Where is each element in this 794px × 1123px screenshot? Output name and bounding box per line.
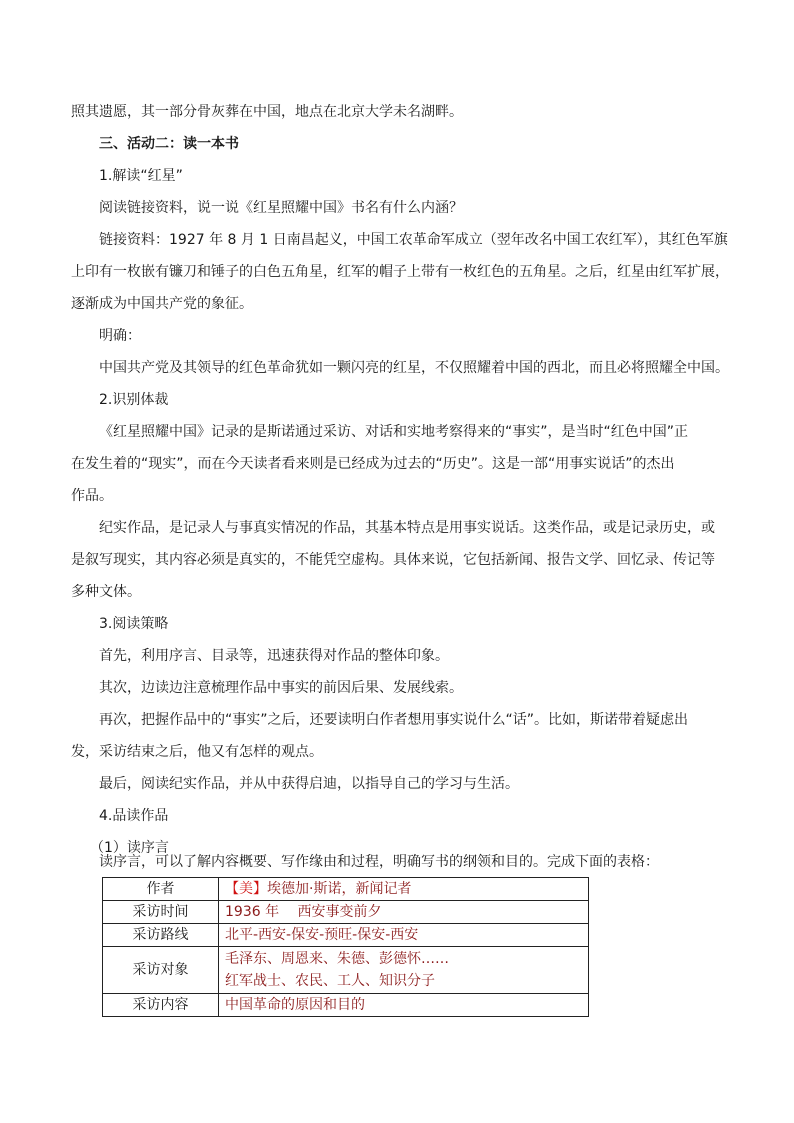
paragraph-line: 是叙写现实，其内容必须是真实的，不能凭空虚构。具体来说，它包括新闻、报告文学、回忆录、传记等 [71, 552, 715, 568]
paragraph-line: 其次，边读边注意梳理作品中事实的前因后果、发展线索。 [99, 680, 463, 696]
table-value: 北平-西安-保安-预旺-保安-西安 [219, 924, 589, 947]
subheading: （1）读序言 [90, 840, 169, 856]
interviewee-line: 红军战士、农民、工人、知识分子 [225, 973, 435, 989]
paragraph-line: 首先，利用序言、目录等，迅速获得对作品的整体印象。 [99, 648, 449, 664]
table-key: 采访对象 [103, 947, 219, 994]
paragraph-line: 在发生着的“现实”，而在今天读者看来则是已经成为过去的“历史”。这是一部“用事实说话”的杰出 [71, 456, 675, 472]
interviewee-line: 毛泽东、周恩来、朱德、彭德怀…… [225, 951, 449, 967]
section-heading: 三、活动二：读一本书 [99, 136, 239, 152]
info-table [102, 877, 589, 1017]
table-row [103, 901, 589, 924]
paragraph-line: 上印有一枚嵌有镰刀和锤子的白色五角星，红军的帽子上带有一枚红色的五角星。之后，红星由红军扩展， [71, 264, 729, 280]
table-row [103, 947, 589, 994]
subheading: 1.解读“红星” [99, 168, 183, 184]
bracket-label: 【美】 [225, 881, 267, 897]
subheading: 4.品读作品 [99, 808, 169, 824]
table-value [219, 878, 589, 901]
paragraph-line: 《红星照耀中国》记录的是斯诺通过采访、对话和实地考察得来的“事实”，是当时“红色中国”正 [99, 424, 689, 440]
paragraph-line: 发，采访结束之后，他又有怎样的观点。 [71, 744, 323, 760]
table-key: 采访内容 [103, 994, 219, 1017]
table-row [103, 994, 589, 1017]
paragraph-line: 作品。 [71, 488, 113, 504]
paragraph-line: 再次，把握作品中的“事实”之后，还要读明白作者想用事实说什么“话”。比如，斯诺带着疑虑出 [99, 712, 689, 728]
table-key: 采访路线 [103, 924, 219, 947]
paragraph-line: 明确： [99, 328, 141, 344]
table-value: 1936 年 西安事变前夕 [219, 901, 589, 924]
paragraph-line: 最后，阅读纪实作品，并从中获得启迪，以指导自己的学习与生活。 [99, 776, 519, 792]
table-value: 中国革命的原因和目的 [219, 994, 589, 1017]
table-key: 采访时间 [103, 901, 219, 924]
paragraph-line: 逐渐成为中国共产党的象征。 [71, 296, 253, 312]
paragraph-line: 链接资料：1927 年 8 月 1 日南昌起义，中国工农革命军成立（翌年改名中国工农红军），其红色军旗 [99, 232, 728, 248]
paragraph-line: 读序言，可以了解内容概要、写作缘由和过程，明确写书的纲领和目的。完成下面的表格： [99, 854, 659, 870]
author-value: 埃德加·斯诺，新闻记者 [267, 881, 412, 897]
table-row [103, 878, 589, 901]
paragraph-line: 照其遗愿，其一部分骨灰葬在中国，地点在北京大学未名湖畔。 [71, 104, 463, 120]
subheading: 2.识别体裁 [99, 392, 169, 408]
paragraph-line: 纪实作品，是记录人与事真实情况的作品，其基本特点是用事实说话。这类作品，或是记录历史，或 [99, 520, 715, 536]
table-key: 作者 [103, 878, 219, 901]
paragraph-line: 多种文体。 [71, 584, 141, 600]
paragraph-line: 中国共产党及其领导的红色革命犹如一颗闪亮的红星，不仅照耀着中国的西北，而且必将照耀全中国。 [99, 360, 729, 376]
question-line: 阅读链接资料，说一说《红星照耀中国》书名有什么内涵？ [99, 200, 463, 216]
table-row [103, 924, 589, 947]
subheading: 3.阅读策略 [99, 616, 169, 632]
table-value [219, 947, 589, 994]
